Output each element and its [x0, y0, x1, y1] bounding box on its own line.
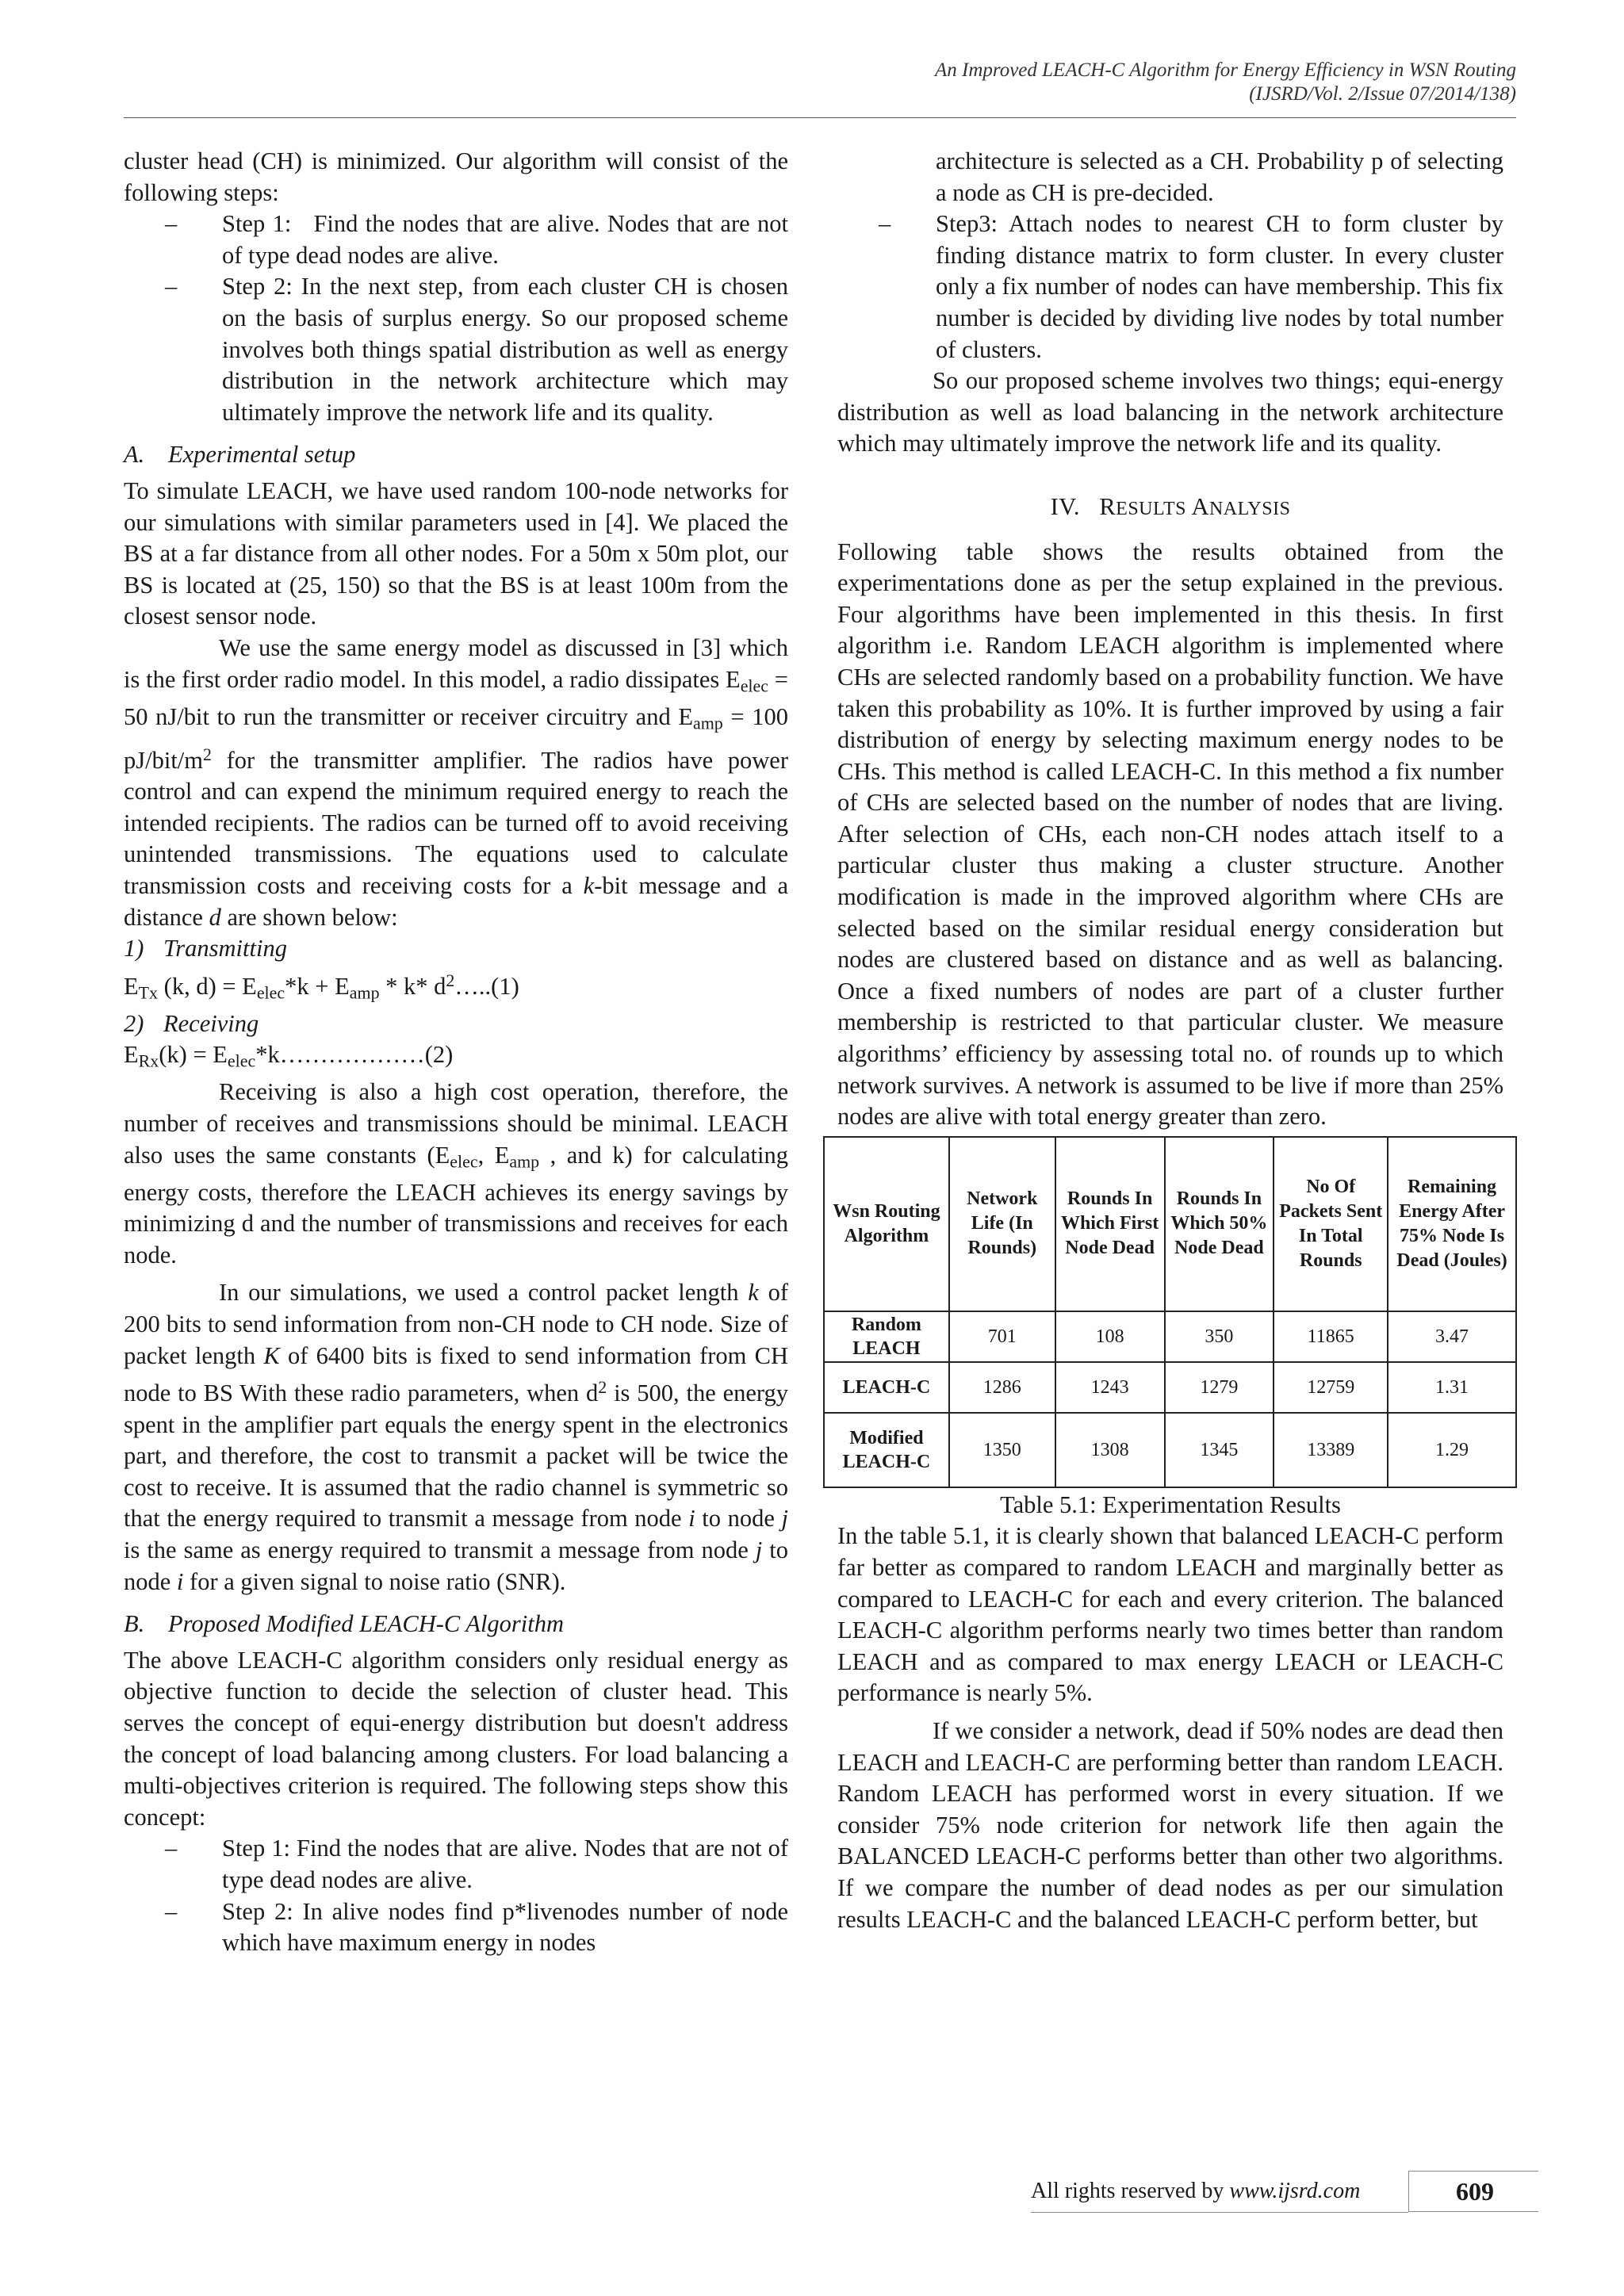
results-table	[823, 1136, 1517, 1488]
section-b-heading: B. Proposed Modified LEACH-C Algorithm	[124, 1610, 565, 1638]
intro-paragraph: cluster head (CH) is minimized. Our algorithm will consist of the following steps:	[124, 147, 788, 206]
setup-paragraph: To simulate LEACH, we have used random 100-node networks for our simulations with similar parameters used in [4]. We placed the BS at a far distance from all other nodes. For a 50m x 50m plot, our BS is located at (25, 150) so that the BS is at least 100m from the closest sensor node.	[124, 476, 788, 630]
steps-list-2-continued	[837, 146, 1503, 365]
left-column	[124, 146, 788, 1959]
transmitting-heading: 1) Transmitting	[124, 935, 287, 962]
column-header: Rounds In Which First Node Dead	[1055, 1137, 1165, 1311]
consider-paragraph: If we consider a network, dead if 50% nodes are dead then LEACH and LEACH-C are performing better than random LEACH. Random LEACH has performed worst in every situation. If we consider 75% node criterion for network life then again the BALANCED LEACH-C performs better than other two algorithms. If we compare the number of dead nodes as per our simulation results LEACH-C and the balanced LEACH-C perform better, but	[837, 1716, 1503, 1933]
steps-list-1	[124, 209, 788, 428]
table-row: LEACH-C 1286 1243 1279 12759 1.31	[824, 1362, 1516, 1413]
energy-model-paragraph: We use the same energy model as discussed in [3] which is the first order radio model. In this model, a radio dissipates $E_{elec} = 50$ nJ/bit to run the transmitter or receiver circuitry and $E_{amp} = 100$ $pJ/bit/m^2$ for the transmitter amplifier. The radios have power control and can expend the minimum required energy to reach the intended recipients. The radios can be turned off to avoid receiving unintended transmissions. The equations used to calculate transmission costs and receiving costs for a k-bit message and a distance d are shown below:	[124, 633, 789, 931]
list-item: – Step 1: Find the nodes that are alive. Nodes that are not of type dead nodes are alive.	[124, 1833, 788, 1896]
header-rule	[124, 117, 1516, 118]
equation-2: $E_{Rx}(k)$ = $E_{elec}*k\dots\dots\dots\dots\dots\dots(2)$	[124, 1041, 454, 1071]
table-row: Random LEACH 701 108 350 11865 3.47	[824, 1311, 1516, 1362]
column-header: Rounds In Which 50% Node Dead	[1165, 1137, 1274, 1311]
scheme-paragraph: So our proposed scheme involves two things; equi-energy distribution as well as load balancing in the network architecture which may ultimately improve the network life and its quality.	[837, 367, 1503, 457]
steps-list-2	[124, 1833, 788, 1958]
footer-rights: All rights reserved by www.ijsrd.com	[1031, 2179, 1361, 2203]
receiving-paragraph: Receiving is also a high cost operation, therefore, the number of receives and transmissions should be minimal. LEACH also uses the same constants ($E_{elec}$, $E_{amp}$ , and k) for calculating energy costs, therefore the LEACH achieves its energy savings by minimizing d and the number of transmissions and receives for each node.	[124, 1078, 788, 1269]
receiving-heading: 2) Receiving	[124, 1009, 259, 1037]
equation-1: $E_{Tx}$ (k, $d) = E_{elec}*k + E_{amp} * k*$ $d^2\dots..(1)$	[124, 970, 519, 1003]
table-header-row	[824, 1137, 1516, 1311]
column-header: No Of Packets Sent In Total Rounds	[1274, 1137, 1388, 1311]
list-item: – Step 2: In the next step, from each cluster CH is chosen on the basis of surplus energy. So our proposed scheme involves both things spatial distribution as well as energy distribution in the network architecture which may ultimately improve the network life and its quality.	[124, 271, 788, 428]
results-paragraph: Following table shows the results obtained from the experimentations done as per the setup explained in the previous. Four algorithms have been implemented in this thesis. In first algorithm i.e. Random LEACH algorithm is implemented where CHs are selected randomly based on a probability function. We have taken this probability as 10%. It is further improved by using a fair distribution of energy by selecting maximum energy nodes to be CHs. This method is called LEACH-C. In this method a fix number of CHs are selected based on the number of nodes that are living. After selection of CHs, each non-CH nodes attach itself to a particular cluster thus making a cluster structure. Another modification is made in the improved algorithm where CHs are selected based on the similar residual energy consideration but nodes are clustered based on distance and as well as balancing. Once a fixed numbers of nodes are part of a cluster further membership is restricted to that particular cluster. We measure algorithms’ efficiency by assessing total no. of rounds up to which network survives. A network is assumed to be live if more than 25% nodes are alive with total energy greater than zero.	[837, 538, 1503, 1131]
proposed-paragraph: The above LEACH-C algorithm considers only residual energy as objective function to decide the selection of cluster head. This serves the concept of equi-energy distribution but doesn't address the concept of load balancing among clusters. For load balancing a multi-objectives criterion is required. The following steps show this concept:	[124, 1646, 788, 1831]
section-a-title: Experimental setup	[168, 441, 356, 469]
list-item-continued: architecture is selected as a CH. Probability p of selecting a node as CH is pre-decided.	[936, 147, 1503, 206]
table-discussion-paragraph: In the table 5.1, it is clearly shown that balanced LEACH-C perform far better as compared to random LEACH and marginally better as compared to LEACH-C for each and every criterion. The balanced LEACH-C algorithm performs nearly two times better than random LEACH and as compared to max energy LEACH or LEACH-C performance is nearly 5%.	[837, 1522, 1503, 1707]
column-header: Remaining Energy After 75% Node Is Dead (Joules)	[1388, 1137, 1516, 1311]
simulation-paragraph: In our simulations, we used a control packet length k of 200 bits to send information from non-CH node to CH node. Size of packet length K of 6400 bits is fixed to send information from CH node to BS With these radio parameters, when $d^2$ is 500, the energy spent in the amplifier part equals the energy spent in the electronics part, and therefore, the cost to transmit a packet will be twice the cost to receive. It is assumed that the radio channel is symmetric so that the energy required to transmit a message from node i to node j is the same as energy required to transmit a message from node j to node i for a given signal to noise ratio (SNR).	[124, 1279, 789, 1595]
column-header: Wsn Routing Algorithm	[824, 1137, 949, 1311]
journal-citation: (IJSRD/Vol. 2/Issue 07/2014/138)	[1249, 83, 1516, 105]
page-number: 609	[1456, 2177, 1494, 2206]
section-a-heading: A. Experimental setup	[124, 441, 356, 469]
footer-rule	[1031, 2212, 1408, 2213]
running-header	[485, 59, 1516, 106]
section-b-title: Proposed Modified LEACH-C Algorithm	[168, 1610, 565, 1638]
section-4-heading: IV. RESULTS ANALYSIS	[1050, 492, 1291, 520]
list-item: – Step3: Attach nodes to nearest CH to form cluster by finding distance matrix to form cluster. In every cluster only a fix number of nodes can have membership. This fix number is decided by dividing live nodes by total number of clusters.	[837, 209, 1503, 365]
table-row: Modified LEACH-C 1350 1308 1345 13389 1.29	[824, 1413, 1516, 1487]
list-item: – Step 2: In alive nodes find p*livenodes number of node which have maximum energy in nodes	[124, 1896, 788, 1959]
footer-link[interactable]: www.ijsrd.com	[1229, 2179, 1361, 2203]
list-item: – Step 1: Find the nodes that are alive. Nodes that are not of type dead nodes are alive.	[124, 209, 788, 271]
column-header: Network Life (In Rounds)	[949, 1137, 1055, 1311]
table-caption: Table 5.1: Experimentation Results	[1000, 1490, 1341, 1518]
journal-article-title: An Improved LEACH-C Algorithm for Energy Efficiency in WSN Routing	[935, 59, 1516, 81]
right-column	[833, 146, 1507, 1935]
